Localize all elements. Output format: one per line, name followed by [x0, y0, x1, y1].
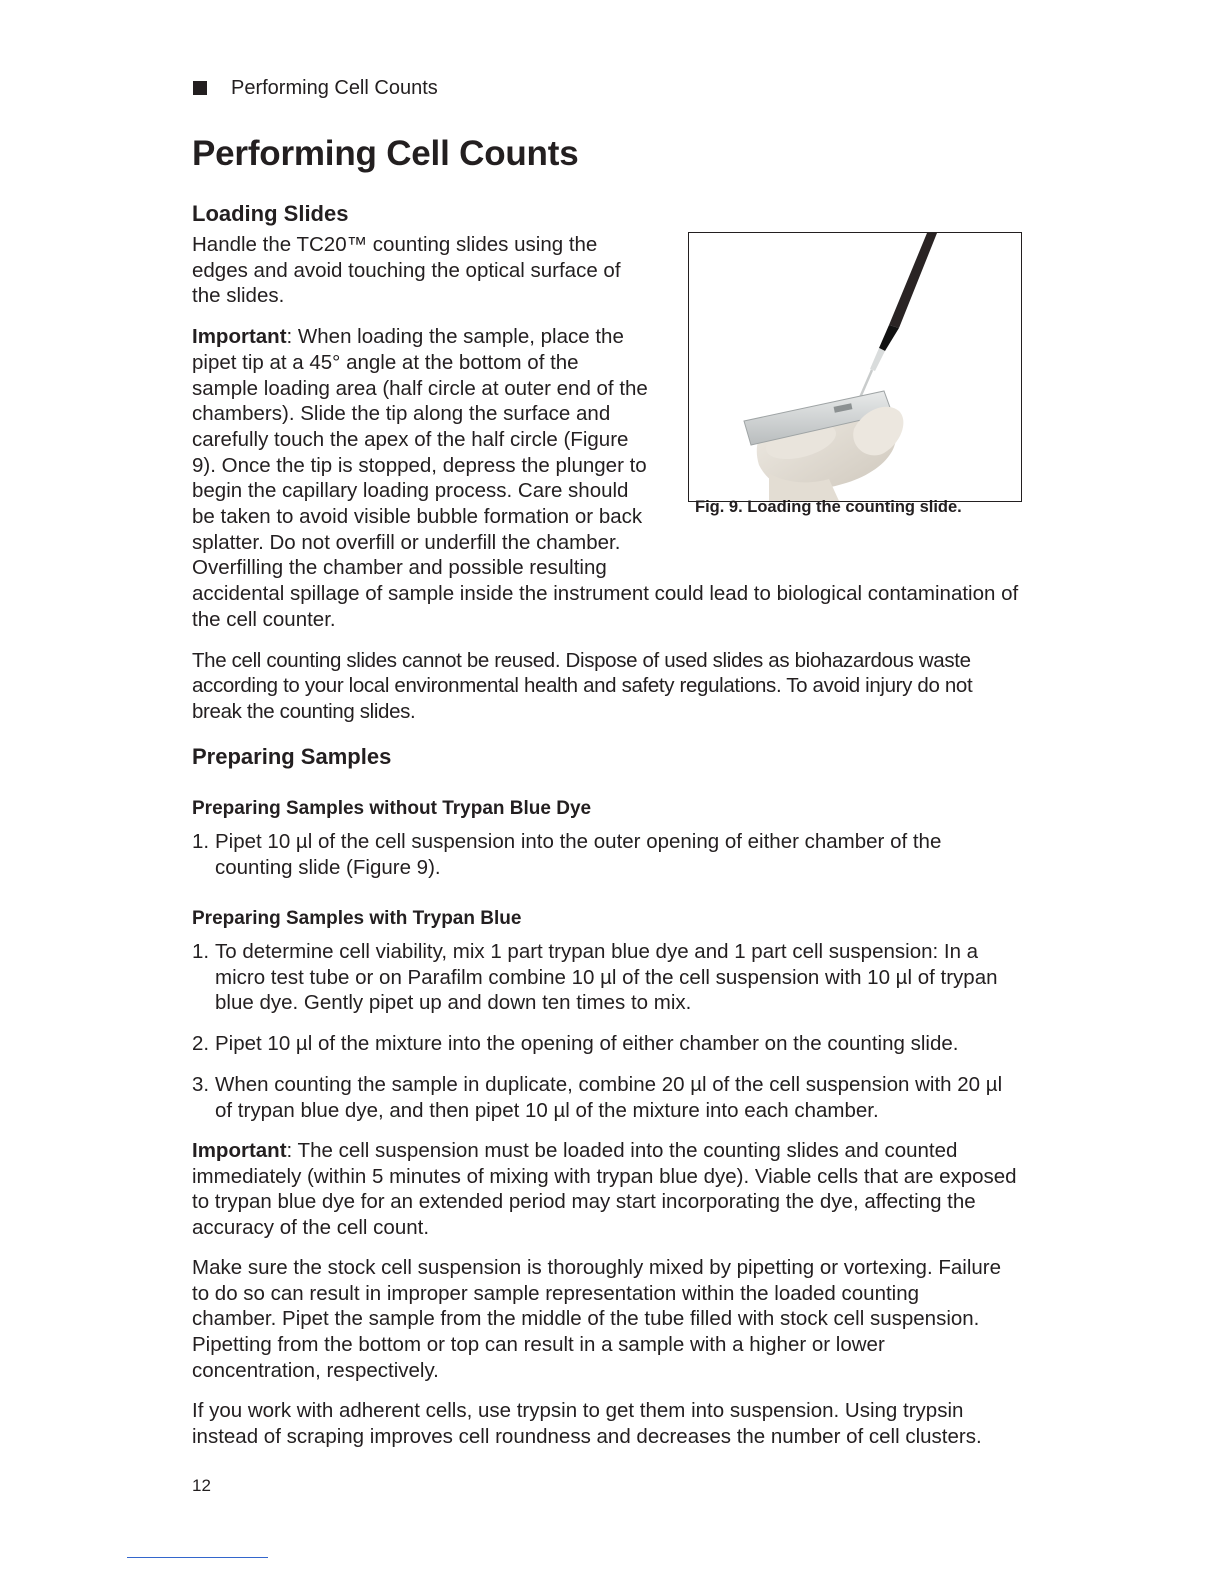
important-paragraph — [192, 1138, 1022, 1241]
list-item — [192, 1072, 1012, 1123]
important-text: : The cell suspension must be loaded into the counting slides and counted immediately (within 5 minutes of mixing with trypan blue dye). Viable cells that are exposed to trypan blue dye for an extended period may start incorporating the dye, affecting the accuracy of the cell count. — [192, 1139, 1017, 1240]
loading-slides-heading: Loading Slides — [192, 201, 349, 226]
list-item-number: 2. — [192, 1032, 210, 1056]
loading-slides-paragraph-3: The cell counting slides cannot be reused. Dispose of used slides as biohazardous waste according to your local environmental health and safety regulations. To avoid injury do not break the counting slides. — [192, 648, 973, 723]
footer-link-underline[interactable] — [127, 1557, 268, 1558]
pipet-slide-photo-icon — [689, 233, 1021, 501]
list-item-number: 1. — [192, 940, 210, 963]
important-label: Important — [192, 325, 287, 349]
without-trypan-list — [192, 829, 992, 880]
list-item-text: When counting the sample in duplicate, combine 20 µl of the cell suspension with 20 µl of trypan blue dye, and then pipet 10 µl of the mixture into each chamber. — [215, 1072, 1003, 1122]
figure-caption: Fig. 9. Loading the counting slide. — [695, 498, 962, 516]
list-item — [192, 1031, 1012, 1057]
list-item-number: 1. — [192, 830, 210, 853]
important-text: : When loading the sample, place the pipet tip at a 45° angle at the bottom of the sample loading area (half circle at outer end of the chambers). Slide the tip along the surface and carefully touch the apex of the half circle (Figure 9). Once the tip is stopped, depress the plunger to begin the capillary loading process. Care should be taken to avoid visible bubble formation or back splatter. Do not overfill or underfill the chamber. Overfilling the chamber and possible resulting accidental spillage of sample inside the instrument could lead to biological contamination of the cell counter. — [192, 325, 1019, 631]
running-header-text: Performing Cell Counts — [231, 76, 438, 99]
with-trypan-heading: Preparing Samples with Trypan Blue — [192, 908, 522, 929]
loading-slides-paragraph-1: Handle the TC20™ counting slides using the edges and avoid touching the optical surface of the slides. — [192, 233, 621, 308]
page-title: Performing Cell Counts — [192, 134, 579, 173]
list-item-text: Pipet 10 µl of the cell suspension into the outer opening of either chamber of the counting slide (Figure 9). — [215, 830, 942, 879]
list-item-text: Pipet 10 µl of the mixture into the opening of either chamber on the counting slide. — [215, 1032, 959, 1056]
page-number: 12 — [192, 1476, 211, 1495]
running-header — [193, 76, 438, 100]
trypsin-paragraph: If you work with adherent cells, use trypsin to get them into suspension. Using trypsin instead of scraping improves cell roundness and decreases the number of cell clusters. — [192, 1399, 982, 1448]
header-square-icon — [193, 81, 207, 95]
list-item-text: To determine cell viability, mix 1 part trypan blue dye and 1 part cell suspension: In a micro test tube or on Parafilm combine 10 µl of the cell suspension with 10 µl of trypan blue dye. Gently pipet up and down ten times to mix. — [215, 940, 998, 1015]
list-item — [192, 829, 992, 880]
mixing-paragraph: Make sure the stock cell suspension is thoroughly mixed by pipetting or vortexing. Failure to do so can result in improper sample representation within the loaded counting chamber. Pipet the sample from the middle of the tube filled with stock cell suspension. Pipetting from the bottom or top can result in a sample with a higher or lower concentration, respectively. — [192, 1256, 1002, 1382]
loading-slides-body — [192, 232, 1022, 725]
without-trypan-heading: Preparing Samples without Trypan Blue Dye — [192, 798, 592, 819]
figure-9 — [688, 232, 1022, 502]
important-label: Important — [192, 1139, 287, 1162]
list-item-number: 3. — [192, 1072, 210, 1096]
list-item — [192, 939, 1012, 1016]
preparing-samples-heading: Preparing Samples — [192, 744, 392, 769]
with-trypan-list — [192, 939, 1012, 1123]
